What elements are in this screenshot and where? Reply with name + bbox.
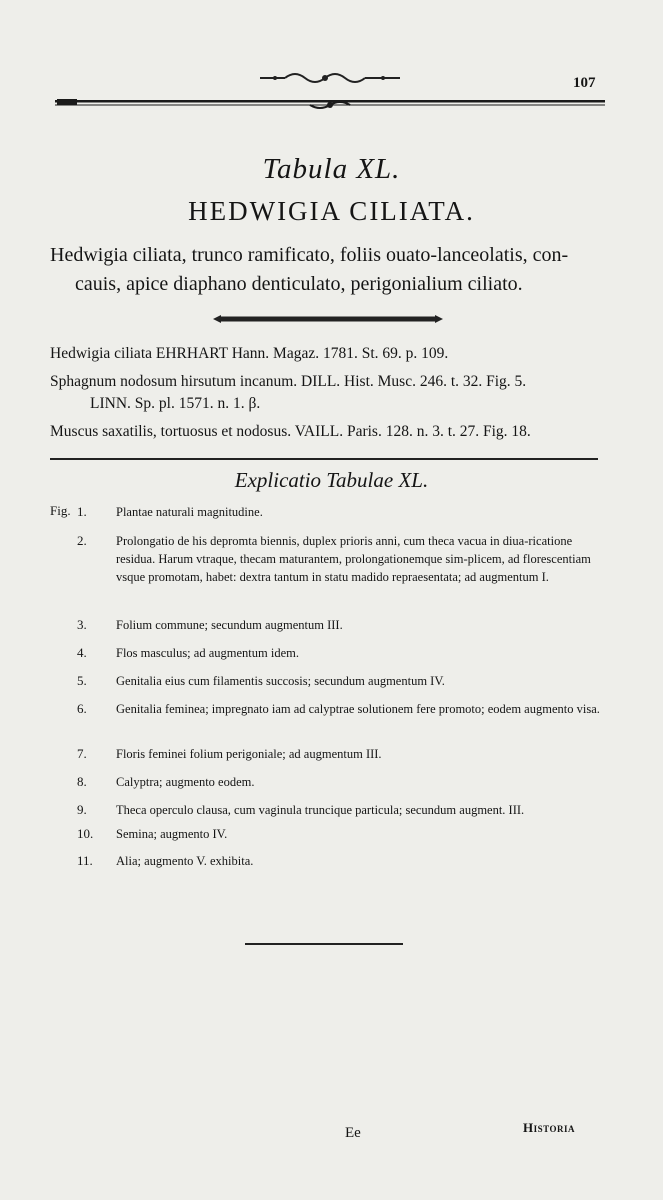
- figure-num: 4.: [77, 645, 87, 660]
- figure-item-6: [50, 700, 610, 718]
- plate-title: Tabula XL.: [262, 153, 401, 185]
- synonym-3-text: Muscus saxatilis, tortuosus et nodosus. VAILL. Paris. 128. n. 3. t. 27. Fig. 18.: [50, 423, 531, 440]
- figure-item-9: [50, 801, 610, 819]
- figure-item-5: [50, 672, 610, 690]
- synonym-2: [50, 371, 610, 415]
- divider-rule: [50, 458, 598, 460]
- figure-num: 9.: [77, 802, 87, 817]
- figure-item-3: [50, 616, 610, 634]
- diagnosis: [50, 241, 605, 299]
- ornament-top-icon: [255, 68, 405, 88]
- explicatio-title: Explicatio Tabulae XL.: [234, 468, 429, 492]
- header-rule: [55, 96, 605, 112]
- section-rule: [213, 314, 443, 324]
- figure-text: Alia; augmento V. exhibita.: [116, 854, 254, 868]
- figure-text: Genitalia feminea; impregnato iam ad calyptrae solutionem fere promoto; eodem augmento visa.: [116, 702, 600, 716]
- figure-text: Prolongatio de his depromta biennis, duplex prioris anni, cum theca vacua in diua-ricatione residua. Harum vtraque, thecam maturantem, prolongationemque sim-plicem, ad florescentiam vsque promotam, habet: dextra tantum in statu madido repraesentata; ad augmentum I.: [116, 534, 591, 584]
- figure-text: Flos masculus; ad augmentum idem.: [116, 646, 299, 660]
- figure-text: Plantae naturali magnitudine.: [116, 505, 263, 519]
- page-number: 107: [573, 75, 596, 91]
- figure-item-8: [50, 773, 610, 791]
- figure-num: 10.: [77, 826, 94, 841]
- figure-text: Theca operculo clausa, cum vaginula truncique particula; secundum augment. III.: [116, 803, 525, 817]
- figure-text: Calyptra; augmento eodem.: [116, 775, 255, 789]
- synonym-1: [50, 343, 610, 365]
- figure-num: 5.: [77, 673, 87, 688]
- figure-num: 11.: [77, 853, 93, 868]
- figure-item-1: [50, 503, 610, 521]
- figure-item-11: [50, 852, 610, 870]
- genus-heading: HEDWIGIA CILIATA.: [188, 196, 475, 226]
- figure-item-7: [50, 745, 610, 763]
- end-rule: [245, 943, 403, 945]
- synonym-1-text: Hedwigia ciliata EHRHART Hann. Magaz. 1781. St. 69. p. 109.: [50, 345, 449, 362]
- figure-num: 8.: [77, 774, 87, 789]
- figure-text: Semina; augmento IV.: [116, 827, 228, 841]
- figure-num: 7.: [77, 746, 87, 761]
- synonym-2-text: Sphagnum nodosum hirsutum incanum. DILL. Hist. Musc. 246. t. 32. Fig. 5.: [50, 373, 527, 390]
- catchword: Historia: [523, 1120, 575, 1135]
- figure-text: Floris feminei folium perigoniale; ad augmentum III.: [116, 747, 382, 761]
- signature-mark: Ee: [345, 1125, 361, 1141]
- diagnosis-rest: cauis, apice diaphano denticulato, perigonialium ciliato.: [75, 273, 523, 295]
- figure-item-10: [50, 825, 610, 843]
- figure-item-2: [50, 532, 610, 586]
- figure-num: 2.: [77, 533, 87, 548]
- fig-label: Fig.: [50, 503, 71, 518]
- figure-text: Folium commune; secundum augmentum III.: [116, 618, 343, 632]
- figure-num: 1.: [77, 504, 87, 519]
- synonym-2-cont: LINN. Sp. pl. 1571. n. 1. β.: [90, 395, 261, 412]
- figure-text: Genitalia eius cum filamentis succosis; secundum augmentum IV.: [116, 674, 445, 688]
- diagnosis-first-line: Hedwigia ciliata, trunco ramificato, foliis ouato-lanceolatis, con-: [50, 244, 569, 266]
- figure-num: 6.: [77, 701, 87, 716]
- figure-item-4: [50, 644, 610, 662]
- figure-num: 3.: [77, 617, 87, 632]
- synonym-3: [50, 421, 610, 443]
